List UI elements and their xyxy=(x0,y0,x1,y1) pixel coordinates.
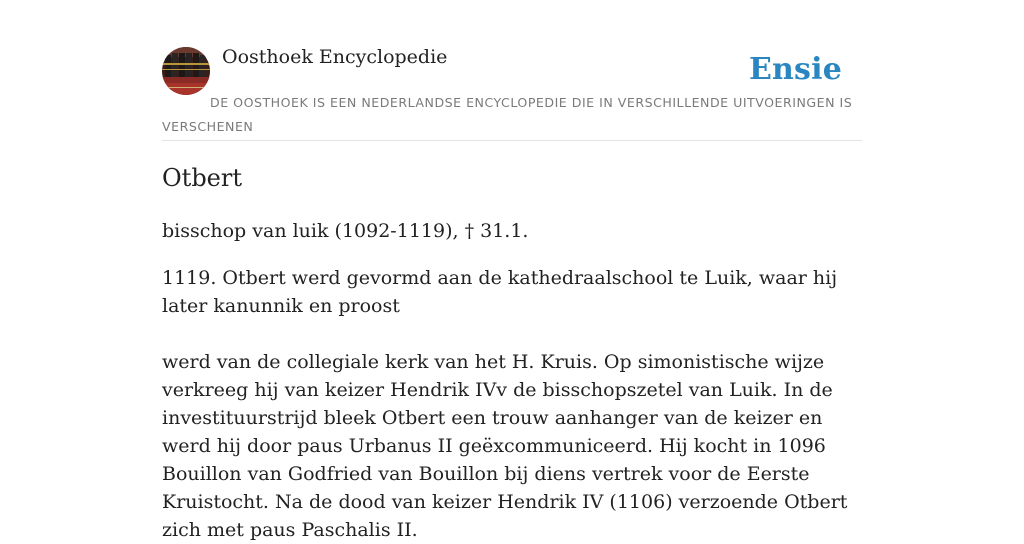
article xyxy=(162,160,862,544)
brand-logo[interactable]: Ensie xyxy=(748,52,842,87)
article-title: Otbert xyxy=(162,164,243,192)
source-description: DE OOSTHOEK IS EEN NEDERLANDSE ENCYCLOPEDIE DIE IN VERSCHILLENDE UITVOERINGEN IS VERSCHENEN xyxy=(162,95,853,134)
source-title[interactable]: Oosthoek Encyclopedie xyxy=(222,46,448,68)
source-avatar[interactable] xyxy=(162,47,210,95)
article-paragraph: werd van de collegiale kerk van het H. Kruis. Op simonistische wijze verkreeg hij van keizer Hendrik IVv de bisschopszetel van Luik. In de investituurstrijd bleek Otbert een trouw aanhanger van de keizer en werd hij door paus Urbanus II geëxcommuniceerd. Hij kocht in 1096 Bouillon van Godfried van Bouillon bij diens vertrek voor de Eerste Kruistocht. Na de dood van keizer Hendrik IV (1106) verzoende Otbert zich met paus Paschalis II. xyxy=(162,351,848,541)
article-paragraph: 1119. Otbert werd gevormd aan de kathedraalschool te Luik, waar hij later kanunnik en proost xyxy=(162,267,838,317)
site-header xyxy=(162,46,862,141)
book-spines-icon xyxy=(162,47,210,95)
article-paragraph: bisschop van luik (1092-1119), † 31.1. xyxy=(162,220,529,242)
